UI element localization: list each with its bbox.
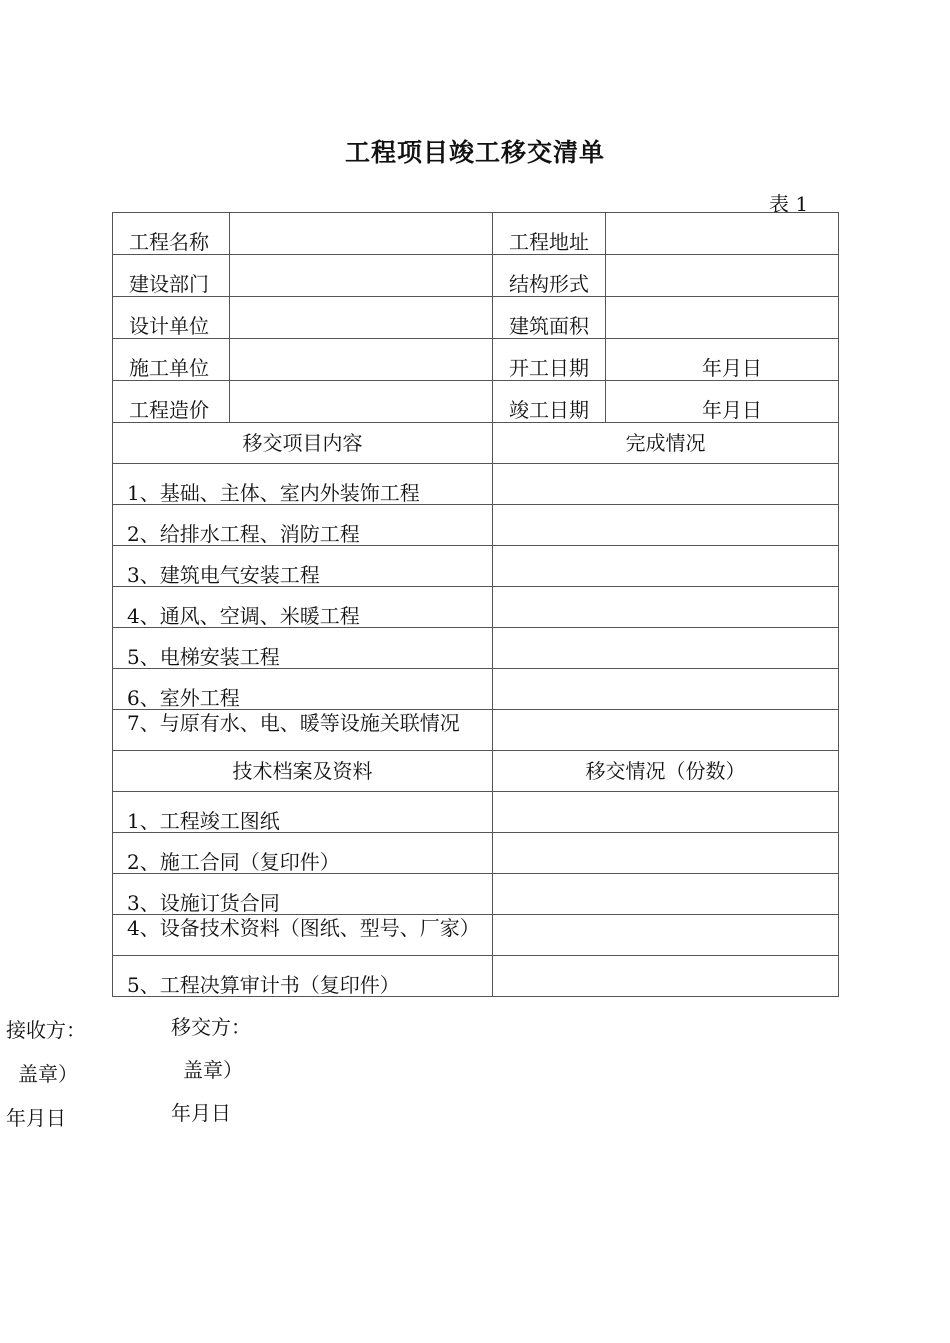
copies-cell[interactable] — [493, 956, 839, 997]
structure-type-label: 结构形式 — [493, 255, 606, 297]
copies-cell[interactable] — [493, 792, 839, 833]
tech-docs-header: 技术档案及资料 — [113, 751, 493, 792]
completion-status-cell[interactable] — [493, 505, 839, 546]
completion-status-cell[interactable] — [493, 464, 839, 505]
transfer-item-text: 7、与原有水、电、暖等设施关联情况 — [127, 712, 460, 735]
section-header-row — [113, 751, 839, 792]
table-row — [113, 505, 839, 546]
transfer-item: 2、给排水工程、消防工程 — [113, 505, 493, 546]
info-row — [113, 339, 839, 381]
transfer-item: 5、电梯安装工程 — [113, 628, 493, 669]
building-area-label: 建筑面积 — [493, 297, 606, 339]
table-row — [113, 546, 839, 587]
project-address-value[interactable] — [606, 213, 839, 255]
project-name-value[interactable] — [230, 213, 493, 255]
transfer-item: 4、通风、空调、米暖工程 — [113, 587, 493, 628]
doc-item: 3、设施订货合同 — [113, 874, 493, 915]
info-row — [113, 255, 839, 297]
completion-status-cell[interactable] — [493, 710, 839, 751]
table-row — [113, 710, 839, 751]
design-unit-value[interactable] — [230, 297, 493, 339]
copies-cell[interactable] — [493, 874, 839, 915]
doc-item — [113, 915, 493, 956]
doc-item: 2、施工合同（复印件） — [113, 833, 493, 874]
handover-copies-header: 移交情况（份数） — [493, 751, 839, 792]
construction-dept-label: 建设部门 — [113, 255, 230, 297]
table-row — [113, 792, 839, 833]
start-date-value[interactable]: 年月日 — [606, 339, 839, 381]
table-row — [113, 956, 839, 997]
table-row — [113, 464, 839, 505]
transfer-item — [113, 710, 493, 751]
receiver-label: 接收方： — [6, 1018, 86, 1042]
completion-status-cell[interactable] — [493, 587, 839, 628]
transfer-item: 1、基础、主体、室内外装饰工程 — [113, 464, 493, 505]
section-header-row — [113, 423, 839, 464]
info-row — [113, 381, 839, 423]
table-row — [113, 915, 839, 956]
transferor-date: 年月日 — [171, 1101, 231, 1125]
receiver-seal: 盖章） — [18, 1062, 78, 1086]
project-cost-label: 工程造价 — [113, 381, 230, 423]
building-area-value[interactable] — [606, 297, 839, 339]
table-number: 表 1 — [769, 192, 809, 216]
transferor-seal: 盖章） — [183, 1058, 243, 1082]
table-row — [113, 833, 839, 874]
transfer-items-header: 移交项目内容 — [113, 423, 493, 464]
structure-type-value[interactable] — [606, 255, 839, 297]
completion-date-value[interactable]: 年月日 — [606, 381, 839, 423]
completion-date-label: 竣工日期 — [493, 381, 606, 423]
transferor-label: 移交方： — [171, 1015, 251, 1039]
copies-cell[interactable] — [493, 915, 839, 956]
doc-item: 1、工程竣工图纸 — [113, 792, 493, 833]
completion-status-header: 完成情况 — [493, 423, 839, 464]
builder-unit-label: 施工单位 — [113, 339, 230, 381]
project-name-label: 工程名称 — [113, 213, 230, 255]
table-row — [113, 874, 839, 915]
transfer-item: 3、建筑电气安装工程 — [113, 546, 493, 587]
doc-item: 5、工程决算审计书（复印件） — [113, 956, 493, 997]
transfer-item: 6、室外工程 — [113, 669, 493, 710]
start-date-label: 开工日期 — [493, 339, 606, 381]
completion-status-cell[interactable] — [493, 669, 839, 710]
completion-status-cell[interactable] — [493, 628, 839, 669]
page-title: 工程项目竣工移交清单 — [344, 138, 605, 167]
design-unit-label: 设计单位 — [113, 297, 230, 339]
info-row — [113, 297, 839, 339]
doc-item-text: 4、设备技术资料（图纸、型号、厂家） — [127, 917, 480, 940]
construction-dept-value[interactable] — [230, 255, 493, 297]
completion-status-cell[interactable] — [493, 546, 839, 587]
table-row — [113, 669, 839, 710]
copies-cell[interactable] — [493, 833, 839, 874]
project-address-label: 工程地址 — [493, 213, 606, 255]
table-row — [113, 628, 839, 669]
receiver-date: 年月日 — [6, 1106, 66, 1130]
table-row — [113, 587, 839, 628]
project-cost-value[interactable] — [230, 381, 493, 423]
handover-table — [112, 212, 839, 997]
info-row — [113, 213, 839, 255]
builder-unit-value[interactable] — [230, 339, 493, 381]
